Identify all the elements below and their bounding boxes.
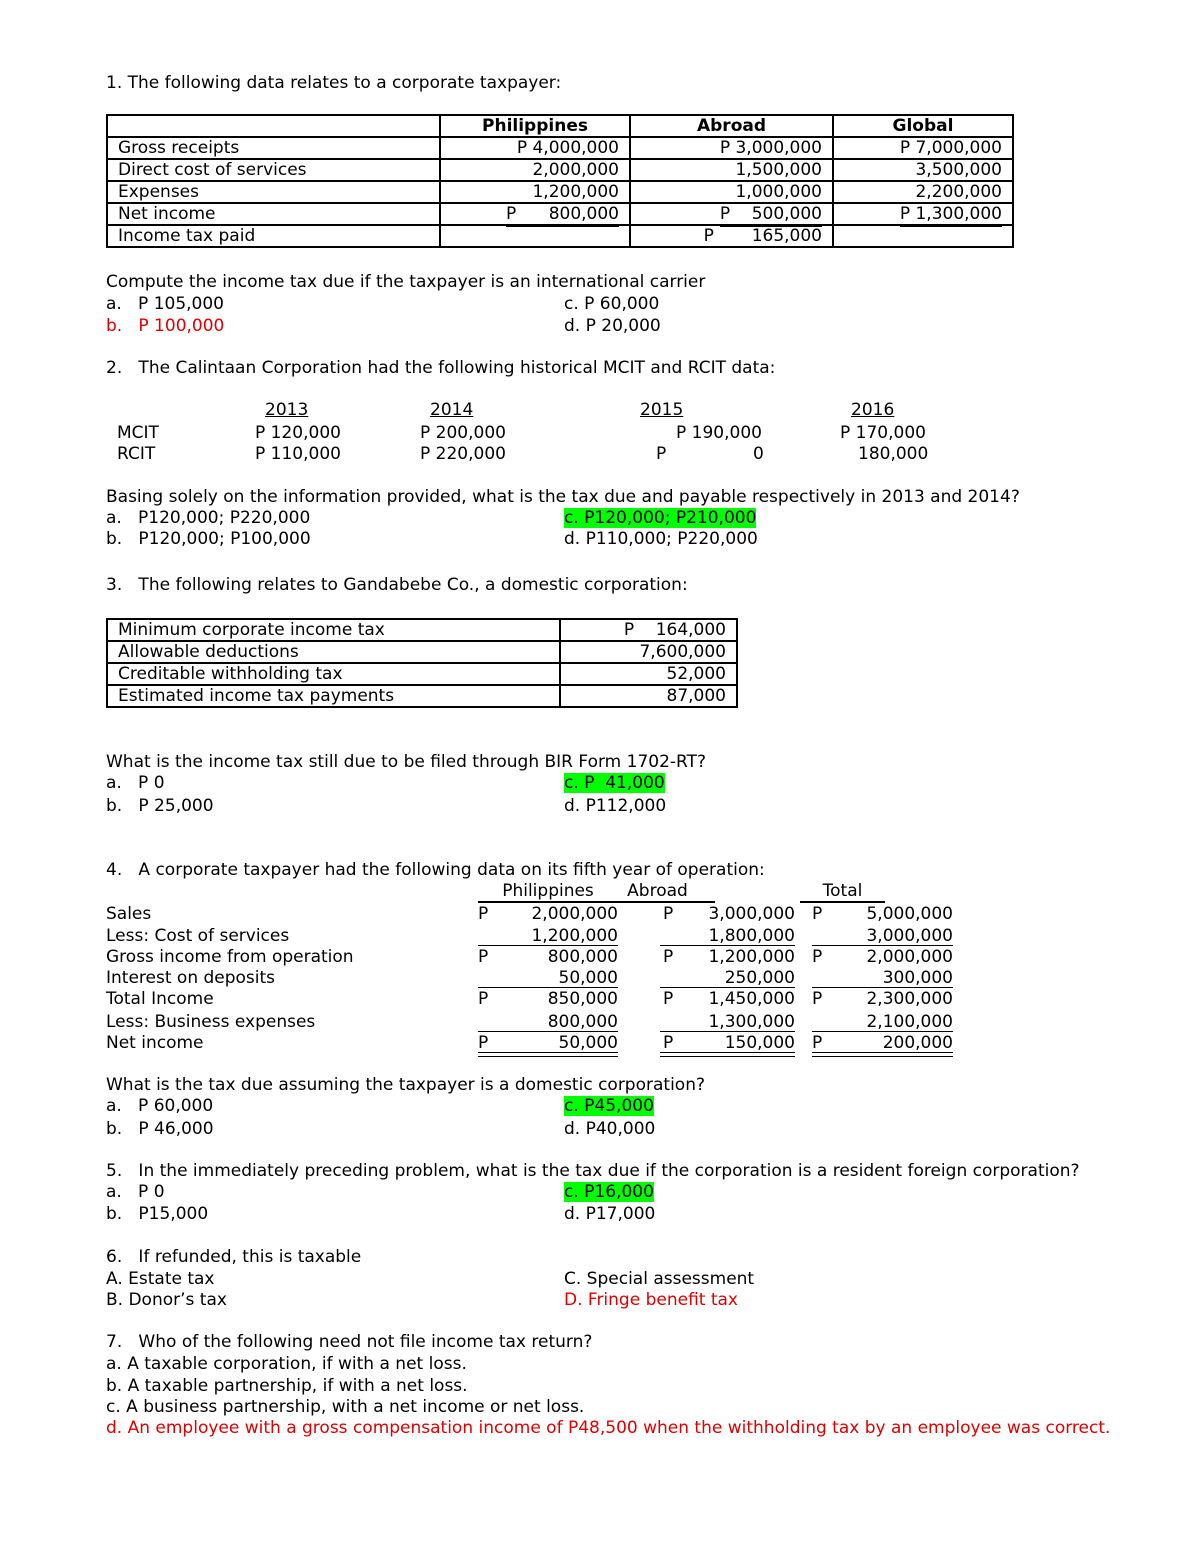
table-cell: Minimum corporate income tax — [107, 619, 560, 641]
q7-choice-a: a. A taxable corporation, if with a net loss. — [106, 1354, 467, 1374]
q4-header-total: Total — [800, 881, 885, 903]
table-header-cell: Global — [833, 115, 1013, 137]
q4-choice-b: b. P 46,000 — [106, 1119, 214, 1139]
table-cell — [440, 181, 630, 203]
q1-question: Compute the income tax due if the taxpayer is an international carrier — [106, 272, 706, 292]
q6-choice-d: D. Fringe benefit tax — [564, 1290, 738, 1310]
q2-mcit-2015: P 190,000 — [676, 423, 762, 443]
table-cell: P 164,000 — [560, 619, 737, 641]
q1-choice-b: b. P 100,000 — [106, 316, 225, 336]
table-header-cell: Abroad — [630, 115, 833, 137]
q4-header-philippines: Philippines — [478, 881, 618, 903]
table-value: 2,200,000 — [915, 182, 1002, 202]
q3-question: What is the income tax still due to be filed through BIR Form 1702-RT? — [106, 752, 707, 772]
q4-total-rule — [812, 945, 953, 946]
table-cell — [833, 181, 1013, 203]
q4-amount: 300,000 — [882, 968, 953, 988]
q4-row-label: Net income — [106, 1033, 204, 1053]
q3-choice-a: a. P 0 — [106, 773, 165, 793]
table-cell: Allowable deductions — [107, 641, 560, 663]
q2-rcit-2015: 0 — [753, 444, 764, 464]
q7-stem: 7. Who of the following need not file income tax return? — [106, 1332, 593, 1352]
q4-choice-a: a. P 60,000 — [106, 1096, 214, 1116]
q4-amount: 800,000 — [547, 947, 618, 967]
table-cell — [440, 203, 630, 225]
q2-mcit-2014: P 200,000 — [420, 423, 506, 443]
q4-currency-symbol: P — [478, 989, 489, 1009]
q5-choice-a: a. P 0 — [106, 1182, 165, 1202]
q4-total-rule — [660, 1031, 795, 1032]
q1-table — [106, 114, 1014, 248]
table-cell: P 165,000 — [630, 225, 833, 247]
q4-currency-symbol: P — [812, 904, 823, 924]
q4-total-rule — [812, 987, 953, 988]
q3-choice-b: b. P 25,000 — [106, 796, 214, 816]
table-cell — [440, 225, 630, 247]
table-cell: P 7,000,000 — [833, 137, 1013, 159]
q5-choice-c: c. P16,000 — [564, 1182, 654, 1202]
q5-stem: 5. In the immediately preceding problem, what is the tax due if the corporation is a resident foreign corporation? — [106, 1161, 1080, 1181]
table-row — [107, 663, 737, 685]
q1-choice-a: a. P 105,000 — [106, 294, 224, 314]
table-row — [107, 159, 1013, 181]
q4-amount: 800,000 — [547, 1012, 618, 1032]
table-cell: Estimated income tax payments — [107, 685, 560, 707]
q4-amount: 200,000 — [882, 1033, 953, 1053]
table-cell: Direct cost of services — [107, 159, 440, 181]
table-row — [107, 203, 1013, 225]
q4-total-rule — [660, 945, 795, 946]
q4-total-rule — [478, 1031, 618, 1032]
q7-choice-c: c. A business partnership, with a net income or net loss. — [106, 1397, 585, 1417]
q2-mcit-2016: P 170,000 — [840, 423, 926, 443]
table-cell — [107, 115, 440, 137]
q4-currency-symbol: P — [663, 904, 674, 924]
table-row — [107, 181, 1013, 203]
q7-choice-d: d. An employee with a gross compensation income of P48,500 when the withholding tax by an employee was correct. — [106, 1418, 1111, 1438]
table-cell: Gross receipts — [107, 137, 440, 159]
table-row — [107, 225, 1013, 247]
q2-question: Basing solely on the information provided, what is the tax due and payable respectively in 2013 and 2014? — [106, 487, 1020, 507]
q4-amount: 2,000,000 — [866, 947, 953, 967]
table-cell: P 3,000,000 — [630, 137, 833, 159]
q4-header-abroad: Abroad — [600, 881, 715, 903]
q2-rcit-label: RCIT — [117, 444, 156, 464]
table-row — [107, 137, 1013, 159]
q4-amount: 250,000 — [724, 968, 795, 988]
q2-rcit-2013: P 110,000 — [255, 444, 341, 464]
q3-choice-c: c. P 41,000 — [564, 773, 665, 793]
q4-amount: 1,800,000 — [708, 926, 795, 946]
q2-year-2016: 2016 — [851, 400, 895, 420]
table-cell: 1,500,000 — [630, 159, 833, 181]
q2-choice-b: b. P120,000; P100,000 — [106, 529, 311, 549]
q4-amount: 1,300,000 — [708, 1012, 795, 1032]
table-cell: 87,000 — [560, 685, 737, 707]
q2-mcit-label: MCIT — [117, 423, 159, 443]
q4-total-rule — [478, 1052, 618, 1057]
q4-amount: 1,200,000 — [531, 926, 618, 946]
q4-row-label: Interest on deposits — [106, 968, 276, 988]
q1-choice-c: c. P 60,000 — [564, 294, 660, 314]
q6-choice-b: B. Donor’s tax — [106, 1290, 227, 1310]
q5-choice-d: d. P17,000 — [564, 1204, 656, 1224]
q4-total-rule — [478, 945, 618, 946]
q4-total-rule — [660, 1052, 795, 1057]
table-row — [107, 641, 737, 663]
table-cell — [630, 203, 833, 225]
table-cell: 52,000 — [560, 663, 737, 685]
table-cell — [630, 181, 833, 203]
q4-row-label: Total Income — [106, 989, 214, 1009]
q2-choice-d: d. P110,000; P220,000 — [564, 529, 758, 549]
q4-amount: 2,000,000 — [531, 904, 618, 924]
q4-currency-symbol: P — [478, 947, 489, 967]
q2-rcit-2014: P 220,000 — [420, 444, 506, 464]
q2-rcit-2016: 180,000 — [858, 444, 929, 464]
table-row — [107, 685, 737, 707]
table-cell — [833, 225, 1013, 247]
q4-total-rule — [812, 1031, 953, 1032]
q4-stem: 4. A corporate taxpayer had the following data on its fifth year of operation: — [106, 860, 765, 880]
table-header-cell: Philippines — [440, 115, 630, 137]
q6-stem: 6. If refunded, this is taxable — [106, 1247, 362, 1267]
q4-amount: 850,000 — [547, 989, 618, 1009]
table-cell: Income tax paid — [107, 225, 440, 247]
q4-amount: 3,000,000 — [708, 904, 795, 924]
q2-year-2013: 2013 — [265, 400, 309, 420]
q2-year-2015: 2015 — [640, 400, 684, 420]
q4-row-label: Less: Business expenses — [106, 1012, 316, 1032]
q4-choice-c: c. P45,000 — [564, 1096, 654, 1116]
q4-row-label: Sales — [106, 904, 152, 924]
q4-total-rule — [812, 1052, 953, 1057]
table-cell: 7,600,000 — [560, 641, 737, 663]
table-cell: Creditable withholding tax — [107, 663, 560, 685]
q2-stem: 2. The Calintaan Corporation had the following historical MCIT and RCIT data: — [106, 358, 776, 378]
q4-total-rule — [478, 987, 618, 988]
q4-row-label: Less: Cost of services — [106, 926, 290, 946]
q4-currency-symbol: P — [478, 904, 489, 924]
q4-currency-symbol: P — [812, 1033, 823, 1053]
q4-currency-symbol: P — [812, 947, 823, 967]
table-value: 1,000,000 — [735, 182, 822, 202]
q3-stem: 3. The following relates to Gandabebe Co., a domestic corporation: — [106, 575, 688, 595]
q2-rcit-2015-prefix: P — [656, 444, 667, 464]
q4-currency-symbol: P — [663, 947, 674, 967]
table-cell: 2,000,000 — [440, 159, 630, 181]
q6-choice-c: C. Special assessment — [564, 1269, 755, 1289]
q2-choice-c: c. P120,000; P210,000 — [564, 508, 757, 528]
q4-currency-symbol: P — [663, 989, 674, 1009]
q4-currency-symbol: P — [812, 989, 823, 1009]
table-row — [107, 619, 737, 641]
q4-amount: 1,200,000 — [708, 947, 795, 967]
q4-amount: 2,100,000 — [866, 1012, 953, 1032]
table-value: P 1,300,000 — [900, 204, 1002, 227]
q4-amount: 50,000 — [558, 968, 618, 988]
q4-currency-symbol: P — [663, 1033, 674, 1053]
q1-choice-d: d. P 20,000 — [564, 316, 661, 336]
table-cell: Net income — [107, 203, 440, 225]
table-cell — [833, 203, 1013, 225]
table-cell: Expenses — [107, 181, 440, 203]
table-header-row — [107, 115, 1013, 137]
q3-table — [106, 618, 738, 708]
q7-choice-b: b. A taxable partnership, if with a net loss. — [106, 1376, 468, 1396]
q6-choice-a: A. Estate tax — [106, 1269, 215, 1289]
q4-total-rule — [660, 987, 795, 988]
q4-question: What is the tax due assuming the taxpayer is a domestic corporation? — [106, 1075, 705, 1095]
table-value: 1,200,000 — [532, 182, 619, 202]
q4-amount: 1,450,000 — [708, 989, 795, 1009]
q4-amount: 150,000 — [724, 1033, 795, 1053]
table-value: P 800,000 — [506, 204, 619, 227]
table-cell: P 4,000,000 — [440, 137, 630, 159]
q5-choice-b: b. P15,000 — [106, 1204, 209, 1224]
q2-year-2014: 2014 — [430, 400, 474, 420]
q1-stem: 1. The following data relates to a corporate taxpayer: — [106, 73, 562, 93]
q4-amount: 50,000 — [558, 1033, 618, 1053]
q4-amount: 2,300,000 — [866, 989, 953, 1009]
q3-choice-d: d. P112,000 — [564, 796, 667, 816]
q2-choice-a: a. P120,000; P220,000 — [106, 508, 311, 528]
q4-row-label: Gross income from operation — [106, 947, 354, 967]
q4-amount: 5,000,000 — [866, 904, 953, 924]
q4-currency-symbol: P — [478, 1033, 489, 1053]
q4-choice-d: d. P40,000 — [564, 1119, 656, 1139]
table-value: P 500,000 — [720, 204, 822, 227]
q4-amount: 3,000,000 — [866, 926, 953, 946]
q2-mcit-2013: P 120,000 — [255, 423, 341, 443]
table-cell: 3,500,000 — [833, 159, 1013, 181]
